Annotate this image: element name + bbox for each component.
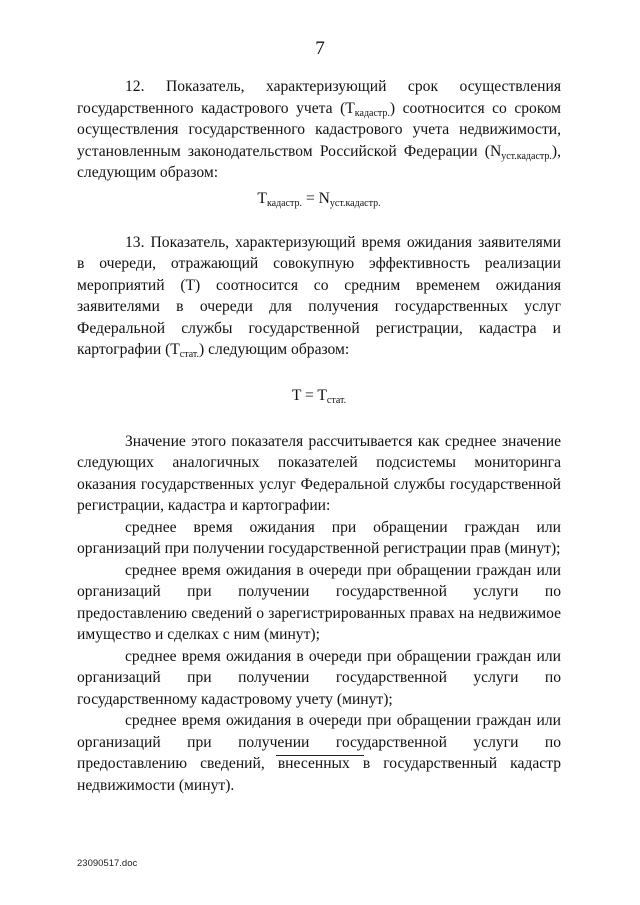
list-item-wait-rights-info: среднее время ожидания в очереди при обращении граждан или организаций при получении государственной услуги по предоставлению сведений о зарегистрированных правах на недвижимое имущество и сделках с ним (минут); bbox=[77, 561, 561, 643]
item12-text-b: ) соотносится со сроком осуществления государственного кадастрового учета недвижимости, установленным законодательством Российской Федерации (N bbox=[77, 99, 561, 160]
item12-sub-a: кадастр. bbox=[354, 107, 390, 119]
formula12-left-sub: кадастр. bbox=[266, 197, 303, 209]
footer-filename: 23090517.doc bbox=[77, 858, 138, 869]
paragraph-item-13 bbox=[77, 232, 561, 361]
formula-item-13 bbox=[77, 385, 561, 407]
list-item-wait-registration: среднее время ожидания при обращении граждан или организаций при получении государственной регистрации прав (минут); bbox=[77, 518, 561, 557]
formula12-eq: = N bbox=[302, 189, 330, 207]
formula13-left: T = T bbox=[291, 386, 327, 404]
item13-text-a: 13. Показатель, характеризующий время ожидания заявителями в очереди, отражающий совокупную эффективность реализации мероприятий (T) соотносится со средним временем ожидания заявителями в очереди для получения государственных услуг Федеральной службы государственной регистрации, кадастра и картографии (T bbox=[77, 233, 561, 358]
paragraph-item-12 bbox=[77, 76, 561, 184]
formula12-right-sub: уст.кадастр. bbox=[329, 197, 381, 209]
item13-sub-a: стат. bbox=[179, 349, 200, 360]
paragraph-value-description: Значение этого показателя рассчитывается как среднее значение следующих аналогичных показателей подсистемы мониторинга оказания государственных услуг Федеральной службы государственной регистрации, кадастра и картографии: bbox=[77, 432, 561, 514]
item12-sub-b: уст.кадастр. bbox=[501, 150, 552, 162]
list-item-wait-cadastre-info: среднее время ожидания в очереди при обращении граждан или организаций при получении государственной услуги по предоставлению сведений, внесенных в государственный кадастр недвижимости (минут). bbox=[77, 712, 561, 794]
formula13-right-sub: стат. bbox=[326, 394, 347, 406]
item12-text-a: 12. Показатель, характеризующий срок осуществления государственного кадастрового учета (T bbox=[77, 78, 561, 117]
end-divider-line bbox=[276, 755, 364, 756]
list-item-wait-cadastral: среднее время ожидания в очереди при обращении граждан или организаций при получении государственной услуги по государственному кадастровому учету (минут); bbox=[77, 647, 561, 708]
page-number: 7 bbox=[315, 38, 325, 59]
formula-item-12 bbox=[77, 188, 561, 210]
formula12-left: T bbox=[257, 189, 267, 207]
document-body bbox=[77, 76, 561, 796]
item13-text-b: ) следующим образом: bbox=[199, 341, 350, 358]
item12-text-c: ), следующим образом: bbox=[77, 142, 561, 181]
